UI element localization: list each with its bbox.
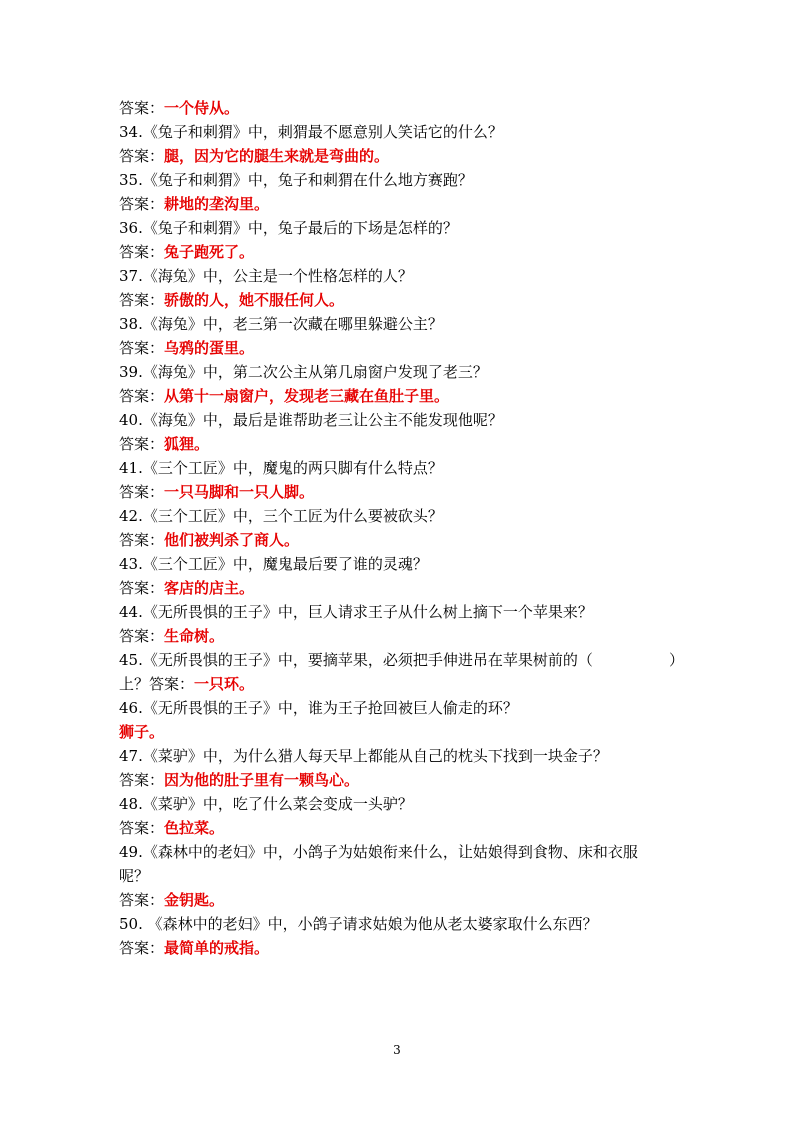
answer-line [119,576,681,600]
answer-label: 答案： [119,627,165,645]
question-text: 50. 《森林中的老妇》中，小鸽子请求姑娘为他从老太婆家取什么东西？ [119,915,598,933]
answer-label: 答案： [119,339,165,357]
answer-text: 一只马脚和一只人脚。 [164,483,315,501]
answer-label: 答案： [119,891,165,909]
question-text: 39.《海兔》中，第二次公主从第几扇窗户发现了老三？ [119,363,488,381]
answer-label: 答案： [119,387,165,405]
page-number: 3 [393,1043,401,1057]
question-line [119,504,681,528]
question-text: 43.《三个工匠》中，魔鬼最后要了谁的灵魂？ [119,555,428,573]
answer-line [119,720,681,744]
question-line [119,648,681,672]
question-text: 44.《无所畏惧的王子》中，巨人请求王子从什么树上摘下一个苹果来？ [119,603,593,621]
answer-label: 答案： [119,939,165,957]
question-line [119,312,681,336]
answer-text: 骄傲的人，她不服任何人。 [164,291,345,309]
answer-text: 因为他的肚子里有一颗鸟心。 [164,771,360,789]
answer-label: 答案： [119,771,165,789]
question-line [119,408,681,432]
question-text: 42.《三个工匠》中，三个工匠为什么要被砍头？ [119,507,443,525]
answer-text: 狮子。 [119,723,165,741]
answer-line [119,432,681,456]
document-body [119,96,685,960]
answer-line [119,336,681,360]
answer-line [119,96,681,120]
question-line [119,864,681,888]
question-line [119,840,681,864]
answer-text: 腿，因为它的腿生来就是弯曲的。 [164,147,390,165]
question-text: 36.《兔子和刺猬》中，兔子最后的下场是怎样的？ [119,219,458,237]
question-text: 49.《森林中的老妇》中，小鸽子为姑娘衔来什么，让姑娘得到食物、床和衣服 [119,843,638,861]
question-line [119,168,681,192]
answer-text: 金钥匙。 [164,891,225,909]
question-text: 呢？ [119,867,150,885]
answer-label: 答案： [119,147,165,165]
answer-text: 耕地的垄沟里。 [164,195,270,213]
answer-label: 答案： [119,243,165,261]
question-text: 47.《菜驴》中，为什么猎人每天早上都能从自己的枕头下找到一块金子？ [119,747,608,765]
answer-line [119,936,681,960]
answer-text: 兔子跑死了。 [164,243,255,261]
answer-label: 答案： [119,819,165,837]
answer-text: 最简单的戒指。 [164,939,270,957]
question-text: 37.《海兔》中，公主是一个性格怎样的人？ [119,267,413,285]
answer-line [119,480,681,504]
answer-text: 生命树。 [164,627,225,645]
answer-text: 一个侍从。 [164,99,240,117]
answer-label: 答案： [119,99,165,117]
answer-label: 答案： [119,531,165,549]
answer-text: 乌鸦的蛋里。 [164,339,255,357]
question-line [119,600,681,624]
question-line [119,264,681,288]
question-line [119,792,681,816]
question-line [119,696,681,720]
question-text: 40.《海兔》中，最后是谁帮助老三让公主不能发现他呢？ [119,411,503,429]
answer-line [119,240,681,264]
answer-label: 答案： [119,195,165,213]
question-line [119,912,681,936]
question-text: 45.《无所畏惧的王子》中，要摘苹果，必须把手伸进吊在苹果树前的（ [119,651,593,669]
question-text: 35.《兔子和刺猬》中，兔子和刺猬在什么地方赛跑？ [119,171,473,189]
answer-label: 答案： [119,579,165,597]
answer-label: 答案： [119,483,165,501]
question-text: 48.《菜驴》中，吃了什么菜会变成一头驴？ [119,795,413,813]
answer-line [119,816,681,840]
answer-line [119,624,681,648]
answer-text: 从第十一扇窗户，发现老三藏在鱼肚子里。 [164,387,450,405]
question-text: 46.《无所畏惧的王子》中，谁为王子抢回被巨人偷走的环？ [119,699,518,717]
answer-line [119,192,681,216]
answer-line [119,384,681,408]
answer-text: 色拉菜。 [164,819,225,837]
question-line [119,744,681,768]
question-line [119,552,681,576]
answer-line [119,288,681,312]
answer-line [119,888,681,912]
answer-line [119,144,681,168]
question-line [119,456,681,480]
question-text: 41.《三个工匠》中，魔鬼的两只脚有什么特点？ [119,459,443,477]
closing-paren: ） [669,651,685,669]
answer-line [119,528,681,552]
question-line [119,120,681,144]
answer-label: 答案： [119,291,165,309]
question-text: 38.《海兔》中，老三第一次藏在哪里躲避公主？ [119,315,443,333]
answer-text: 一只环。 [194,675,255,693]
question-line [119,216,681,240]
question-text: 上？答案： [119,675,195,693]
answer-text: 他们被判杀了商人。 [164,531,300,549]
question-text: 34.《兔子和刺猬》中，刺猬最不愿意别人笑话它的什么？ [119,123,503,141]
answer-text: 客店的店主。 [164,579,255,597]
question-line [119,360,681,384]
answer-label: 答案： [119,435,165,453]
answer-text: 狐狸。 [164,435,210,453]
answer-line [119,768,681,792]
